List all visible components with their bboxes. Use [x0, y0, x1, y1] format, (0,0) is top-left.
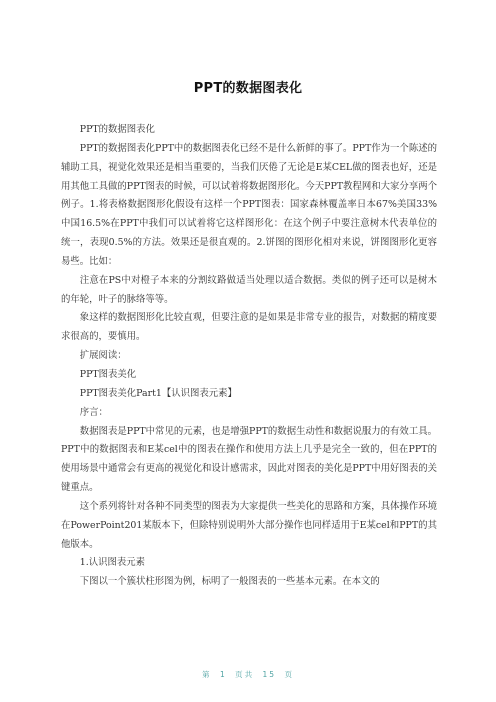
paragraph: PPT的数据图表化PPT中的数据图表化已经不是什么新鲜的事了。PPT作为一个陈述的辅助工具，视觉化效果还是相当重要的，当我们厌倦了无论是E某CEL做的图表也好，还是用其他工具做的PPT图表的时候，可以试着将数据图形化。今天PPT教程网和大家分享两个例子。1.将表格数据图形化假设有这样一个PPT图表：国家森林覆盖率日本67%美国33%中国16.5%在PPT中我们可以试着将它这样图形化：在这个例子中要注意树木代表单位的统一，表现0.5%的方法。效果还是很直观的。2.饼图的图形化相对来说，饼图图形化更容易些。比如：: [61, 142, 437, 267]
paragraph: PPT图表美化: [79, 368, 137, 380]
paragraph: 象这样的数据图形化比较直观，但要注意的是如果是非常专业的报告，对数据的精度要求很高的，要慎用。: [61, 312, 437, 343]
document-body: [61, 121, 437, 592]
footer-middle: 页共: [235, 670, 255, 679]
paragraph: 数据图表是PPT中常见的元素，也是增强PPT的数据生动性和数据说服力的有效工具。PPT中的数据图表和E某cel中的图表在操作和使用方法上几乎是完全一致的，但在PPT的使用场景中通常会有更高的视觉化和设计感需求，因此对图表的美化是PPT中用好图表的关键重点。: [61, 425, 437, 494]
footer-prefix: 第: [202, 670, 212, 679]
paragraph: PPT图表美化Part1【认识图表元素】: [79, 387, 237, 399]
footer-page-number: 1: [219, 670, 227, 679]
document-title: PPT的数据图表化: [193, 81, 303, 96]
paragraph: 这个系列将针对各种不同类型的图表为大家提供一些美化的思路和方案，具体操作环境在PowerPoint201某版本下，但除特别说明外大部分操作也同样适用于E某cel和PPT的其他版本。: [61, 500, 437, 550]
paragraph: 扩展阅读：: [79, 350, 127, 362]
footer-total-pages: 15: [262, 670, 277, 679]
paragraph: 1.认识图表元素: [79, 557, 145, 569]
footer-suffix: 页: [284, 670, 294, 679]
page-footer: [0, 669, 496, 680]
paragraph: 下图以一个簇状柱形图为例，标明了一般图表的一些基本元素。在本文的: [79, 576, 380, 588]
paragraph: 注意在PS中对橙子本来的分割纹路做适当处理以适合数据。类似的例子还可以是树木的年轮，叶子的脉络等等。: [61, 274, 437, 305]
paragraph: 序言：: [79, 406, 108, 418]
paragraph: PPT的数据图表化: [79, 124, 155, 135]
